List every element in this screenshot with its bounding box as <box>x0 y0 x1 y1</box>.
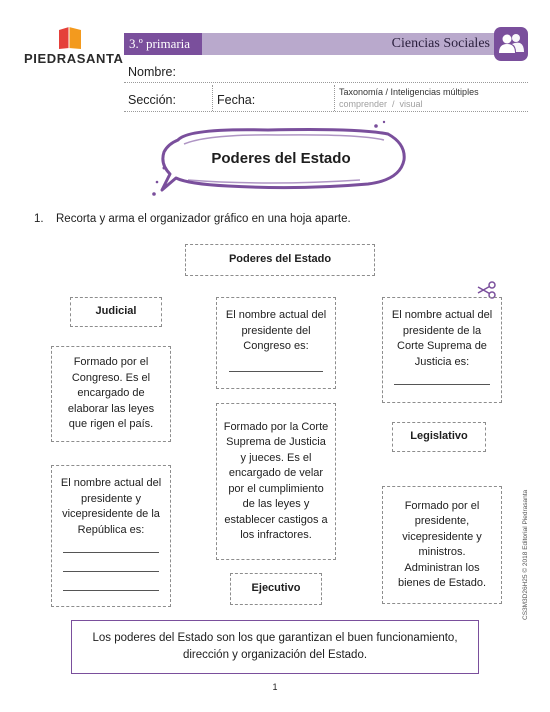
copyright-vertical <box>522 489 530 630</box>
brand-name: PIEDRASANTA <box>24 51 124 66</box>
answer-line[interactable] <box>63 552 159 553</box>
box-judicial[interactable] <box>70 297 162 327</box>
taxonomy-values: comprender / visual <box>339 99 423 109</box>
separator <box>334 85 335 111</box>
subject-badge <box>494 27 528 61</box>
summary-box <box>71 620 479 674</box>
box-executive-description[interactable] <box>382 486 502 604</box>
name-line[interactable] <box>124 82 528 83</box>
box-congress-description[interactable] <box>51 346 171 442</box>
instruction-number: 1. <box>34 213 44 225</box>
box-text: Legislativo <box>410 430 468 443</box>
answer-line[interactable] <box>229 371 323 372</box>
box-court-description[interactable] <box>216 403 336 560</box>
book-logo-icon <box>57 26 83 50</box>
section-line <box>124 111 528 112</box>
box-republic-president[interactable] <box>51 465 171 607</box>
box-text: Ejecutivo <box>251 582 301 595</box>
box-text: Formado por el Congreso. Es el encargado de elaborar las leyes que rigen el país. <box>67 356 155 431</box>
box-text: Formado por la Corte Suprema de Justicia y jueces. Es el encargado de velar por el cumplimiento de las leyes y establecer castigos a los infractores. <box>223 420 329 541</box>
answer-line[interactable] <box>63 590 159 591</box>
box-legislativo[interactable] <box>392 422 486 452</box>
worksheet-title: Poderes del Estado <box>211 150 351 167</box>
box-text: Formado por el presidente, vicepresidente y ministros. Administran los bienes de Estado. <box>397 499 487 589</box>
box-text: El nombre actual del presidente de la Corte Suprema de Justicia es: <box>391 309 493 368</box>
taxonomy-label: Taxonomía / Inteligencias múltiples <box>339 87 479 97</box>
page-number: 1 <box>272 682 278 692</box>
instruction-text: Recorta y arma el organizador gráfico en una hoja aparte. <box>56 213 351 225</box>
box-text: Judicial <box>95 305 137 318</box>
answer-line[interactable] <box>63 571 159 572</box>
box-ejecutivo[interactable] <box>230 573 322 605</box>
separator <box>212 85 213 111</box>
section-label: Sección: <box>128 93 176 107</box>
answer-line[interactable] <box>394 384 490 385</box>
box-congress-president[interactable] <box>216 297 336 389</box>
box-text: El nombre actual del presidente y vicepresidente de la República es: <box>60 477 162 536</box>
people-icon <box>494 27 528 61</box>
name-label: Nombre: <box>128 65 176 79</box>
grade-label: 3.º primaria <box>124 33 202 55</box>
date-label: Fecha: <box>217 93 256 107</box>
box-text: El nombre actual del presidente del Congreso es: <box>225 309 327 352</box>
subject-label: Ciencias Sociales <box>391 36 490 51</box>
box-text: Poderes del Estado <box>228 253 332 266</box>
summary-text: Los poderes del Estado son los que garantizan el buen funcionamiento, dirección y organización del Estado. <box>92 632 458 661</box>
box-center-title[interactable] <box>185 244 375 276</box>
copyright-text: CS3M3D26H25 © 2018 Editorial Piedrasanta <box>522 489 529 620</box>
box-court-president[interactable] <box>382 297 502 403</box>
